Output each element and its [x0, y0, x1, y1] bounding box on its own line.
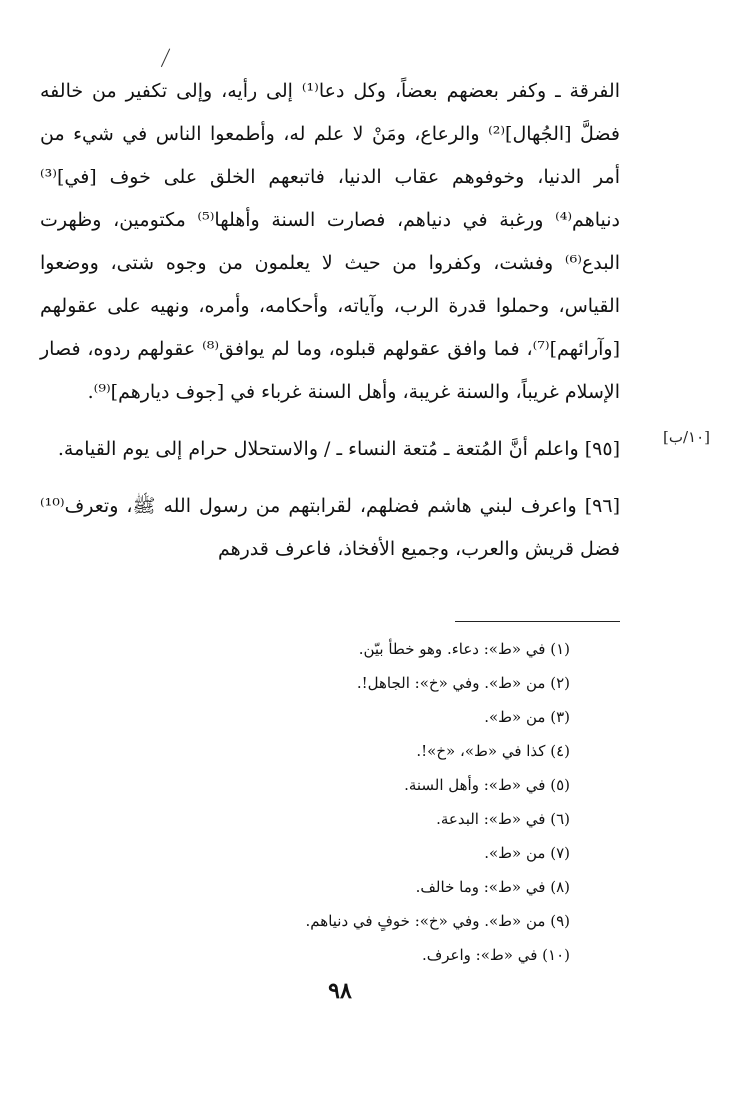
footnotes-list [150, 632, 570, 972]
paragraph-continuation: الفرقة ـ وكفر بعضهم بعضاً، وكل دعا⁽¹⁾ إلى رأيه، وإلى تكفير من خالفه فضلَّ [الجُهال]⁽²⁾ والرعاع، ومَنْ لا علم له، وأطمعوا الناس في شيء من أمر الدنيا، وخوفوهم عقاب الدنيا، فاتبعهم الخلق على خوف [في]⁽³⁾ دنياهم⁽⁴⁾ ورغبة في دنياهم، فصارت السنة وأهلها⁽⁵⁾ مكتومين، وظهرت البدع⁽⁶⁾ وفشت، وكفروا من حيث لا يعلمون من وجوه شتى، ووضعوا القياس، وحملوا قدرة الرب، وآياته، وأحكامه، وأمره، ونهيه على عقولهم [وآرائهم]⁽⁷⁾، فما وافق عقولهم قبلوه، وما لم يوافق⁽⁸⁾ عقولهم ردوه، فصار الإسلام غريباً، والسنة غريبة، وأهل السنة غرباء في [جوف ديارهم]⁽⁹⁾. [40, 80, 620, 403]
footnote-4: (٤) كذا في «ط»، «خ»!. [416, 742, 570, 760]
footnote-6: (٦) في «ط»: البدعة. [436, 810, 570, 828]
footnote-2: (٢) من «ط». وفي «خ»: الجاهل!. [356, 674, 570, 692]
paragraph-95: [٩٥] واعلم أنَّ المُتعة ـ مُتعة النساء ـ / والاستحلال حرام إلى يوم القيامة. [57, 438, 620, 460]
footnote-1: (١) في «ط»: دعاء. وهو خطأ بيّن. [358, 640, 570, 658]
footnote-8: (٨) في «ط»: وما خالف. [415, 878, 570, 896]
margin-folio-note: [١٠/ب] [662, 428, 710, 446]
footnote-3: (٣) من «ط». [484, 708, 570, 726]
footnote-10: (١٠) في «ط»: واعرف. [421, 946, 570, 964]
main-text [40, 70, 620, 571]
footnote-5: (٥) في «ط»: وأهل السنة. [404, 776, 570, 794]
footnote-separator [455, 621, 620, 622]
page-number: ٩٨ [328, 978, 352, 1004]
paragraph-96: [٩٦] واعرف لبني هاشم فضلهم، لقرابتهم من رسول الله ﷺ، وتعرف⁽¹⁰⁾ فضل قريش والعرب، وجميع الأفخاذ، فاعرف قدرهم [40, 495, 620, 560]
pen-mark [161, 49, 171, 68]
footnote-9: (٩) من «ط». وفي «خ»: خوفٍ في دنياهم. [305, 912, 570, 930]
footnote-7: (٧) من «ط». [484, 844, 570, 862]
